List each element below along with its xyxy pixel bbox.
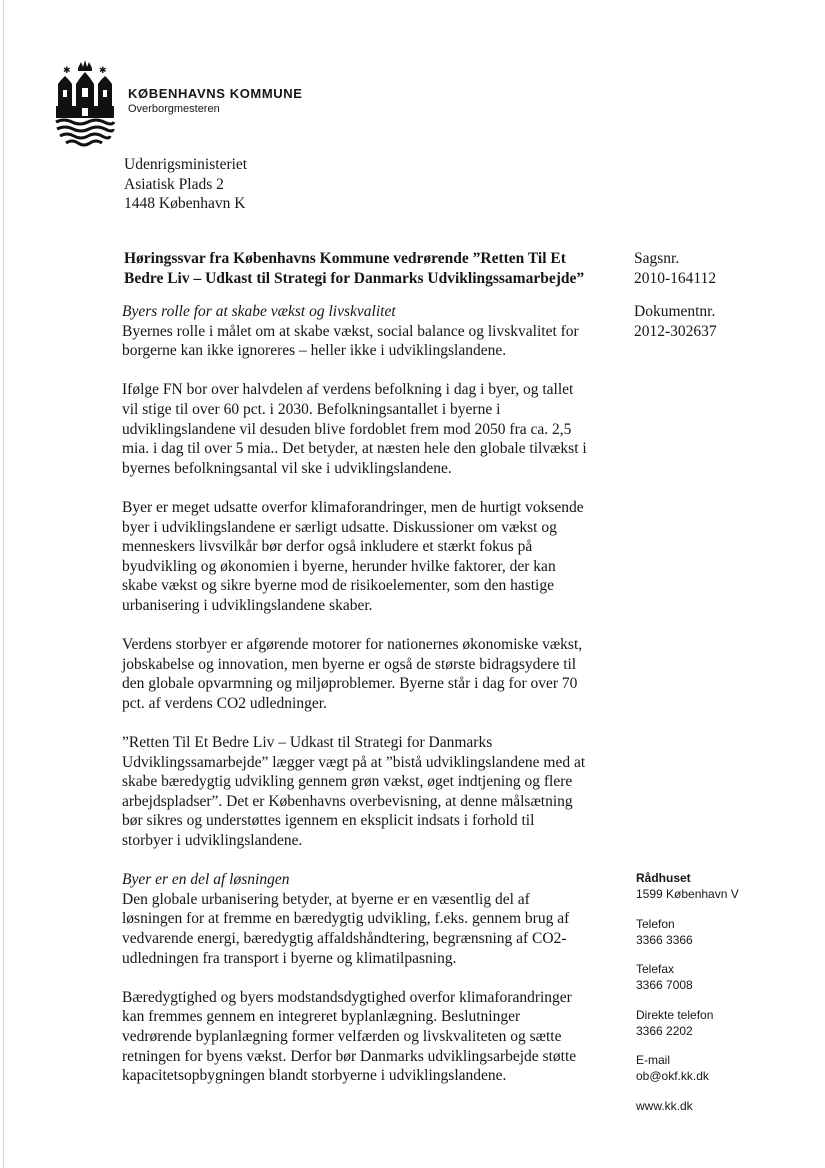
text-line: den globale opvarmning og miljøproblemer. Byerne står i dag for over 70 [122,675,578,693]
text-line: skabe vækst og sikre byerne mod de risikoelementer, som den hastige [122,577,554,595]
paragraph-gap [122,616,627,636]
text-line: retningen for byens vækst. Derfor bør Danmarks udviklingsarbejde støtte [122,1047,577,1065]
title-line: Bedre Liv – Udkast til Strategi for Danmarks Udviklingssamarbejde” [124,270,585,287]
text-line: pct. af verdens CO2 udledninger. [122,694,327,712]
text-line: jobskabelse og innovation, men byerne er også de største bidragsydere til [122,655,577,673]
document-number [634,302,717,342]
org-subtitle: Overborgmesteren [128,103,220,115]
paragraph [122,498,627,616]
paragraph-gap [122,968,627,988]
document-number-value: 2012-302637 [634,323,717,340]
text-line: Verdens storbyer er afgørende motorer for nationernes økonomiske vækst, [122,636,583,654]
paragraph-gap [122,851,627,871]
text-line: vil stige til over 60 pct. i 2030. Befolkningsantallet i byerne i [122,400,501,418]
text-line: vedvarende energi, bæredygtig affaldshåndtering, begrænsning af CO2- [122,930,567,947]
reference-numbers [634,249,717,355]
email-value: ob@okf.kk.dk [636,1069,709,1083]
text-line: skabe bæredygtig udvikling gennem grøn vækst, øget indtjening og flere [122,773,573,791]
document-number-label: Dokumentnr. [634,303,716,320]
text-line: urbanisering i udviklingslandene skaber. [122,596,373,614]
coat-of-arms-logo [52,58,118,150]
direct-phone [636,1007,739,1039]
direct-phone-label: Direkte telefon [636,1007,714,1022]
website-link: www.kk.dk [636,1098,693,1113]
text-line: Byer er meget udsatte overfor klimaforandringer, men de hurtigt voksende [122,498,584,516]
section-heading [122,302,627,322]
text-line: kapacitetsopbygningen blandt storbyerne i udviklingslandene. [122,1067,507,1085]
text-line: Ifølge FN bor over halvdelen af verdens befolkning i dag i byer, og tallet [122,381,574,399]
text-line: Den globale urbanisering betyder, at byerne er en væsentlig del af [122,890,530,908]
recipient-line: Udenrigsministeriet [124,156,248,173]
organization-header [128,86,303,116]
paragraph [122,890,627,968]
paragraph-gap [122,361,627,381]
recipient-line: 1448 København K [124,195,246,212]
text-line: løsningen for at fremme en bæredygtig udvikling, f.eks. gennem brug af [122,910,570,928]
paragraph-gap [122,478,627,498]
text-line: Byernes rolle i målet om at skabe vækst, social balance og livskvalitet for [122,322,579,340]
city-hall-label: Rådhuset [636,871,691,885]
case-number [634,249,717,289]
text-line: bør sikres og understøttes igennem en eksplicit indsats i forhold til [122,812,535,830]
letter-body [122,302,627,1086]
text-line: udledningen fra transport i byerne og klimatilpasning. [122,949,457,967]
email [636,1052,739,1084]
phone-value: 3366 3366 [636,932,693,947]
section-heading [122,870,627,890]
website [636,1098,739,1114]
phone-label: Telefon [636,916,675,931]
paragraph [122,988,627,1086]
svg-text:✱: ✱ [99,66,107,76]
text-line: Byers rolle for at skabe vækst og livskvalitet [122,303,396,320]
org-name: KØBENHAVNS KOMMUNE [128,86,303,101]
text-line: menneskers livsvilkår bør derfor også inkludere et stærkt fokus på [122,538,533,556]
paragraph [122,733,627,851]
paragraph [122,322,627,361]
text-line: udviklingslandene vil desuden blive fordoblet frem mod 2050 fra ca. 2,5 [122,420,572,438]
recipient-address [124,155,247,214]
city-hall-address [636,870,739,902]
recipient-line: Asiatisk Plads 2 [124,175,224,193]
email-label: E-mail [636,1053,671,1067]
phone [636,916,739,948]
fax-label: Telefax [636,962,675,976]
title-line: Høringssvar fra Københavns Kommune vedrørende ”Retten Til Et [124,250,566,267]
direct-phone-value: 3366 2202 [636,1023,693,1038]
fax [636,961,739,993]
paragraph [122,635,627,713]
text-line: byer i udviklingslandene er særligt udsatte. Diskussioner om vækst og [122,518,557,536]
page-edge-line [3,0,4,1168]
contact-info [636,870,739,1127]
paragraph-gap [122,713,627,733]
text-line: byudvikling og økonomien i byerne, herunder hvilke faktorer, der kan [122,557,556,575]
text-line: vedrørende byplanlægning former velfærden og livskvaliteten og sætte [122,1027,562,1045]
text-line: kan fremmes gennem en integreret byplanlægning. Beslutninger [122,1008,521,1026]
svg-text:✱: ✱ [63,66,71,76]
case-number-label: Sagsnr. [634,250,680,267]
text-line: mia. i dag til over 5 mia.. Det betyder, at næsten hele den globale tilvækst i [122,440,587,458]
text-line: borgerne kan ikke ignoreres – heller ikke i udviklingslandene. [122,342,507,360]
text-line: Bæredygtighed og byers modstandsdygtighed overfor klimaforandringer [122,988,572,1006]
text-line: Udviklingssamarbejde” lægger vægt på at ”bistå udviklingslandene med at [122,753,586,771]
text-line: storbyer i udviklingslandene. [122,832,303,850]
fax-value: 3366 7008 [636,978,693,992]
document-title [124,249,624,289]
city-hall-value: 1599 København V [636,887,739,901]
paragraph [122,380,627,478]
text-line: ”Retten Til Et Bedre Liv – Udkast til Strategi for Danmarks [122,734,493,752]
text-line: Byer er en del af løsningen [122,871,290,889]
text-line: arbejdspladser”. Det er Københavns overbevisning, at denne målsætning [122,792,573,810]
case-number-value: 2010-164112 [634,270,717,287]
text-line: byernes befolkningsantal vil ske i udviklingslandene. [122,459,452,477]
